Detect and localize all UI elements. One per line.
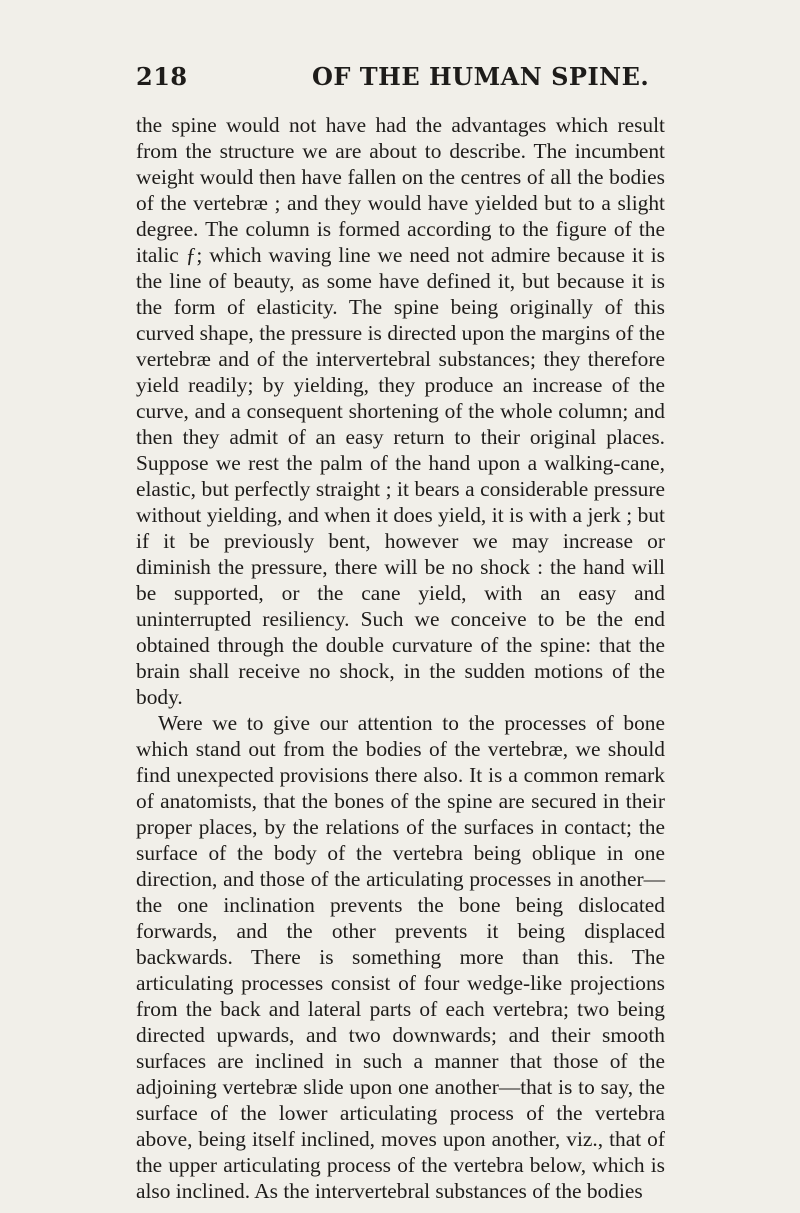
- body-text: [136, 112, 665, 1204]
- paragraph-2: Were we to give our attention to the processes of bone which stand out from the bodies of the vertebræ, we should find unexpected provisions there also. It is a common remark of anatomists, that the bones of the spine are secured in their proper places, by the relations of the surfaces in contact; the surface of the body of the vertebra being oblique in one direction, and those of the articulating processes in another—the one inclination prevents the bone being dislocated forwards, and the other prevents it being displaced backwards. There is something more than this. The articulating processes consist of four wedge-like projections from the back and lateral parts of each vertebra; two being directed upwards, and two downwards; and their smooth surfaces are inclined in such a manner that those of the adjoining vertebræ slide upon one another—that is to say, the surface of the lower articulating process of the vertebra above, being itself inclined, moves upon another, viz., that of the upper articulating process of the vertebra below, which is also inclined. As the intervertebral substances of the bodies: [136, 711, 665, 1203]
- page-number: 218: [136, 62, 188, 91]
- running-title: OF THE HUMAN SPINE.: [312, 62, 650, 91]
- running-head: [136, 62, 666, 102]
- paragraph-1: the spine would not have had the advantages which result from the structure we are about to describe. The incumbent weight would then have fallen on the centres of all the bodies of the vertebræ ; and they would have yielded but to a slight degree. The column is formed according to the figure of the italic ƒ; which waving line we need not admire because it is the line of beauty, as some have defined it, but because it is the form of elasticity. The spine being originally of this curved shape, the pressure is directed upon the margins of the vertebræ and of the intervertebral substances; they therefore yield readily; by yielding, they produce an increase of the curve, and a consequent shortening of the whole column; and then they admit of an easy return to their original places. Suppose we rest the palm of the hand upon a walking-cane, elastic, but perfectly straight ; it bears a considerable pressure without yielding, and when it does yield, it is with a jerk ; but if it be previously bent, however we may increase or diminish the pressure, there will be no shock : the hand will be supported, or the cane yield, with an easy and uninterrupted resiliency. Such we conceive to be the end obtained through the double curvature of the spine: that the brain shall receive no shock, in the sudden motions of the body.: [136, 113, 665, 709]
